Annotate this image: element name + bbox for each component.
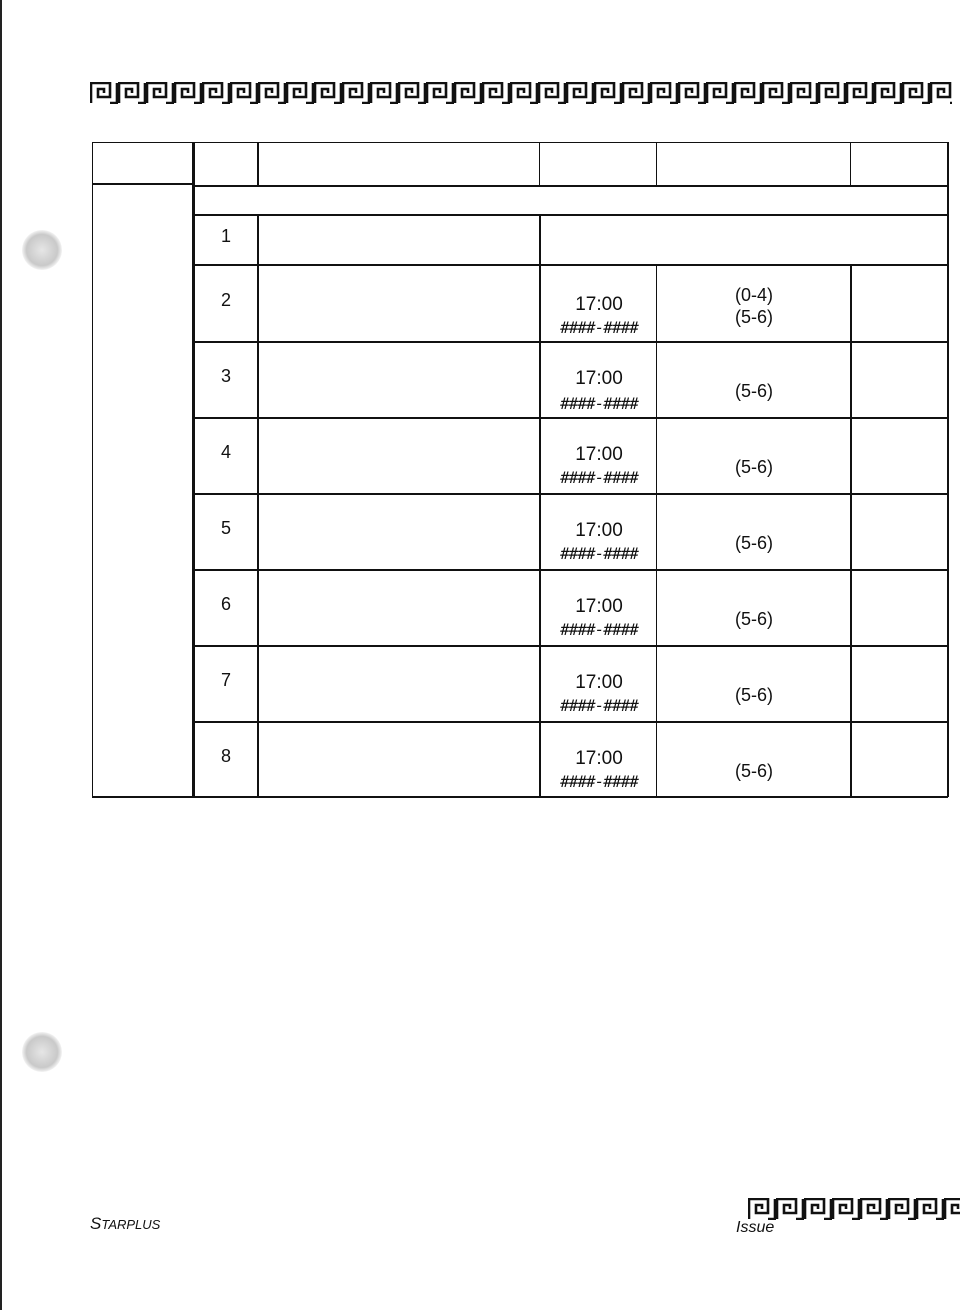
number-mask: ####-#### <box>560 696 638 715</box>
greek-key-border-top <box>90 82 952 104</box>
day-range: (5-6) <box>734 685 773 705</box>
greek-key-border-bottom <box>748 1198 960 1220</box>
number-mask: ####-#### <box>560 394 638 413</box>
number-mask: ####-#### <box>560 468 638 487</box>
day-range: (5-6) <box>734 457 773 477</box>
day-range: (5-6) <box>734 761 773 781</box>
product-name <box>90 1214 160 1234</box>
day-range: (5-6) <box>734 533 773 553</box>
row-number: 4 <box>220 442 231 462</box>
subheader-divider <box>194 214 948 216</box>
binder-hole-bottom <box>22 1032 62 1072</box>
number-mask: ####-#### <box>560 772 638 791</box>
row-divider-3 <box>192 417 948 419</box>
row-number: 2 <box>220 290 231 310</box>
time-value: 17:00 <box>575 520 623 541</box>
table-right-border <box>947 142 949 797</box>
row-number: 7 <box>220 670 231 690</box>
day-range: (0-4) <box>734 285 773 305</box>
issue-label: Issue <box>736 1219 775 1236</box>
col-divider-4 <box>656 142 657 187</box>
time-value: 17:00 <box>575 294 623 315</box>
row-number: 5 <box>220 518 231 538</box>
schedule-table <box>92 142 948 797</box>
row-number: 3 <box>220 366 231 386</box>
col-divider-3 <box>539 142 540 187</box>
time-value: 17:00 <box>575 368 623 389</box>
page-edge-rule <box>0 0 2 1310</box>
number-mask: ####-#### <box>560 318 638 337</box>
time-value: 17:00 <box>575 596 623 617</box>
table-bottom-border <box>92 796 948 798</box>
row-divider-7 <box>192 721 948 723</box>
row-number: 6 <box>220 594 231 614</box>
row-divider-1 <box>192 264 948 266</box>
table-left-border <box>92 142 93 797</box>
header-divider <box>194 185 948 187</box>
day-range: (5-6) <box>734 307 773 327</box>
col-divider-5b <box>850 266 852 797</box>
product-initial: S <box>90 1214 102 1233</box>
table-top-border <box>92 142 948 143</box>
time-value: 17:00 <box>575 672 623 693</box>
product-rest: TARPLUS <box>101 1217 161 1232</box>
row-divider-4 <box>192 493 948 495</box>
greek-key-pattern <box>748 1198 960 1220</box>
row-number: 1 <box>220 226 231 246</box>
header-left-divider <box>92 183 194 185</box>
time-value: 17:00 <box>575 748 623 769</box>
row-divider-5 <box>192 569 948 571</box>
row-number: 8 <box>220 746 231 766</box>
day-range: (5-6) <box>734 609 773 629</box>
day-range: (5-6) <box>734 381 773 401</box>
greek-key-pattern <box>90 82 952 104</box>
number-mask: ####-#### <box>560 620 638 639</box>
col-divider-5 <box>850 142 851 187</box>
row-divider-2 <box>192 341 948 343</box>
binder-hole-top <box>22 230 62 270</box>
col-divider-2 <box>257 142 259 187</box>
time-value: 17:00 <box>575 444 623 465</box>
row-divider-6 <box>192 645 948 647</box>
number-mask: ####-#### <box>560 544 638 563</box>
